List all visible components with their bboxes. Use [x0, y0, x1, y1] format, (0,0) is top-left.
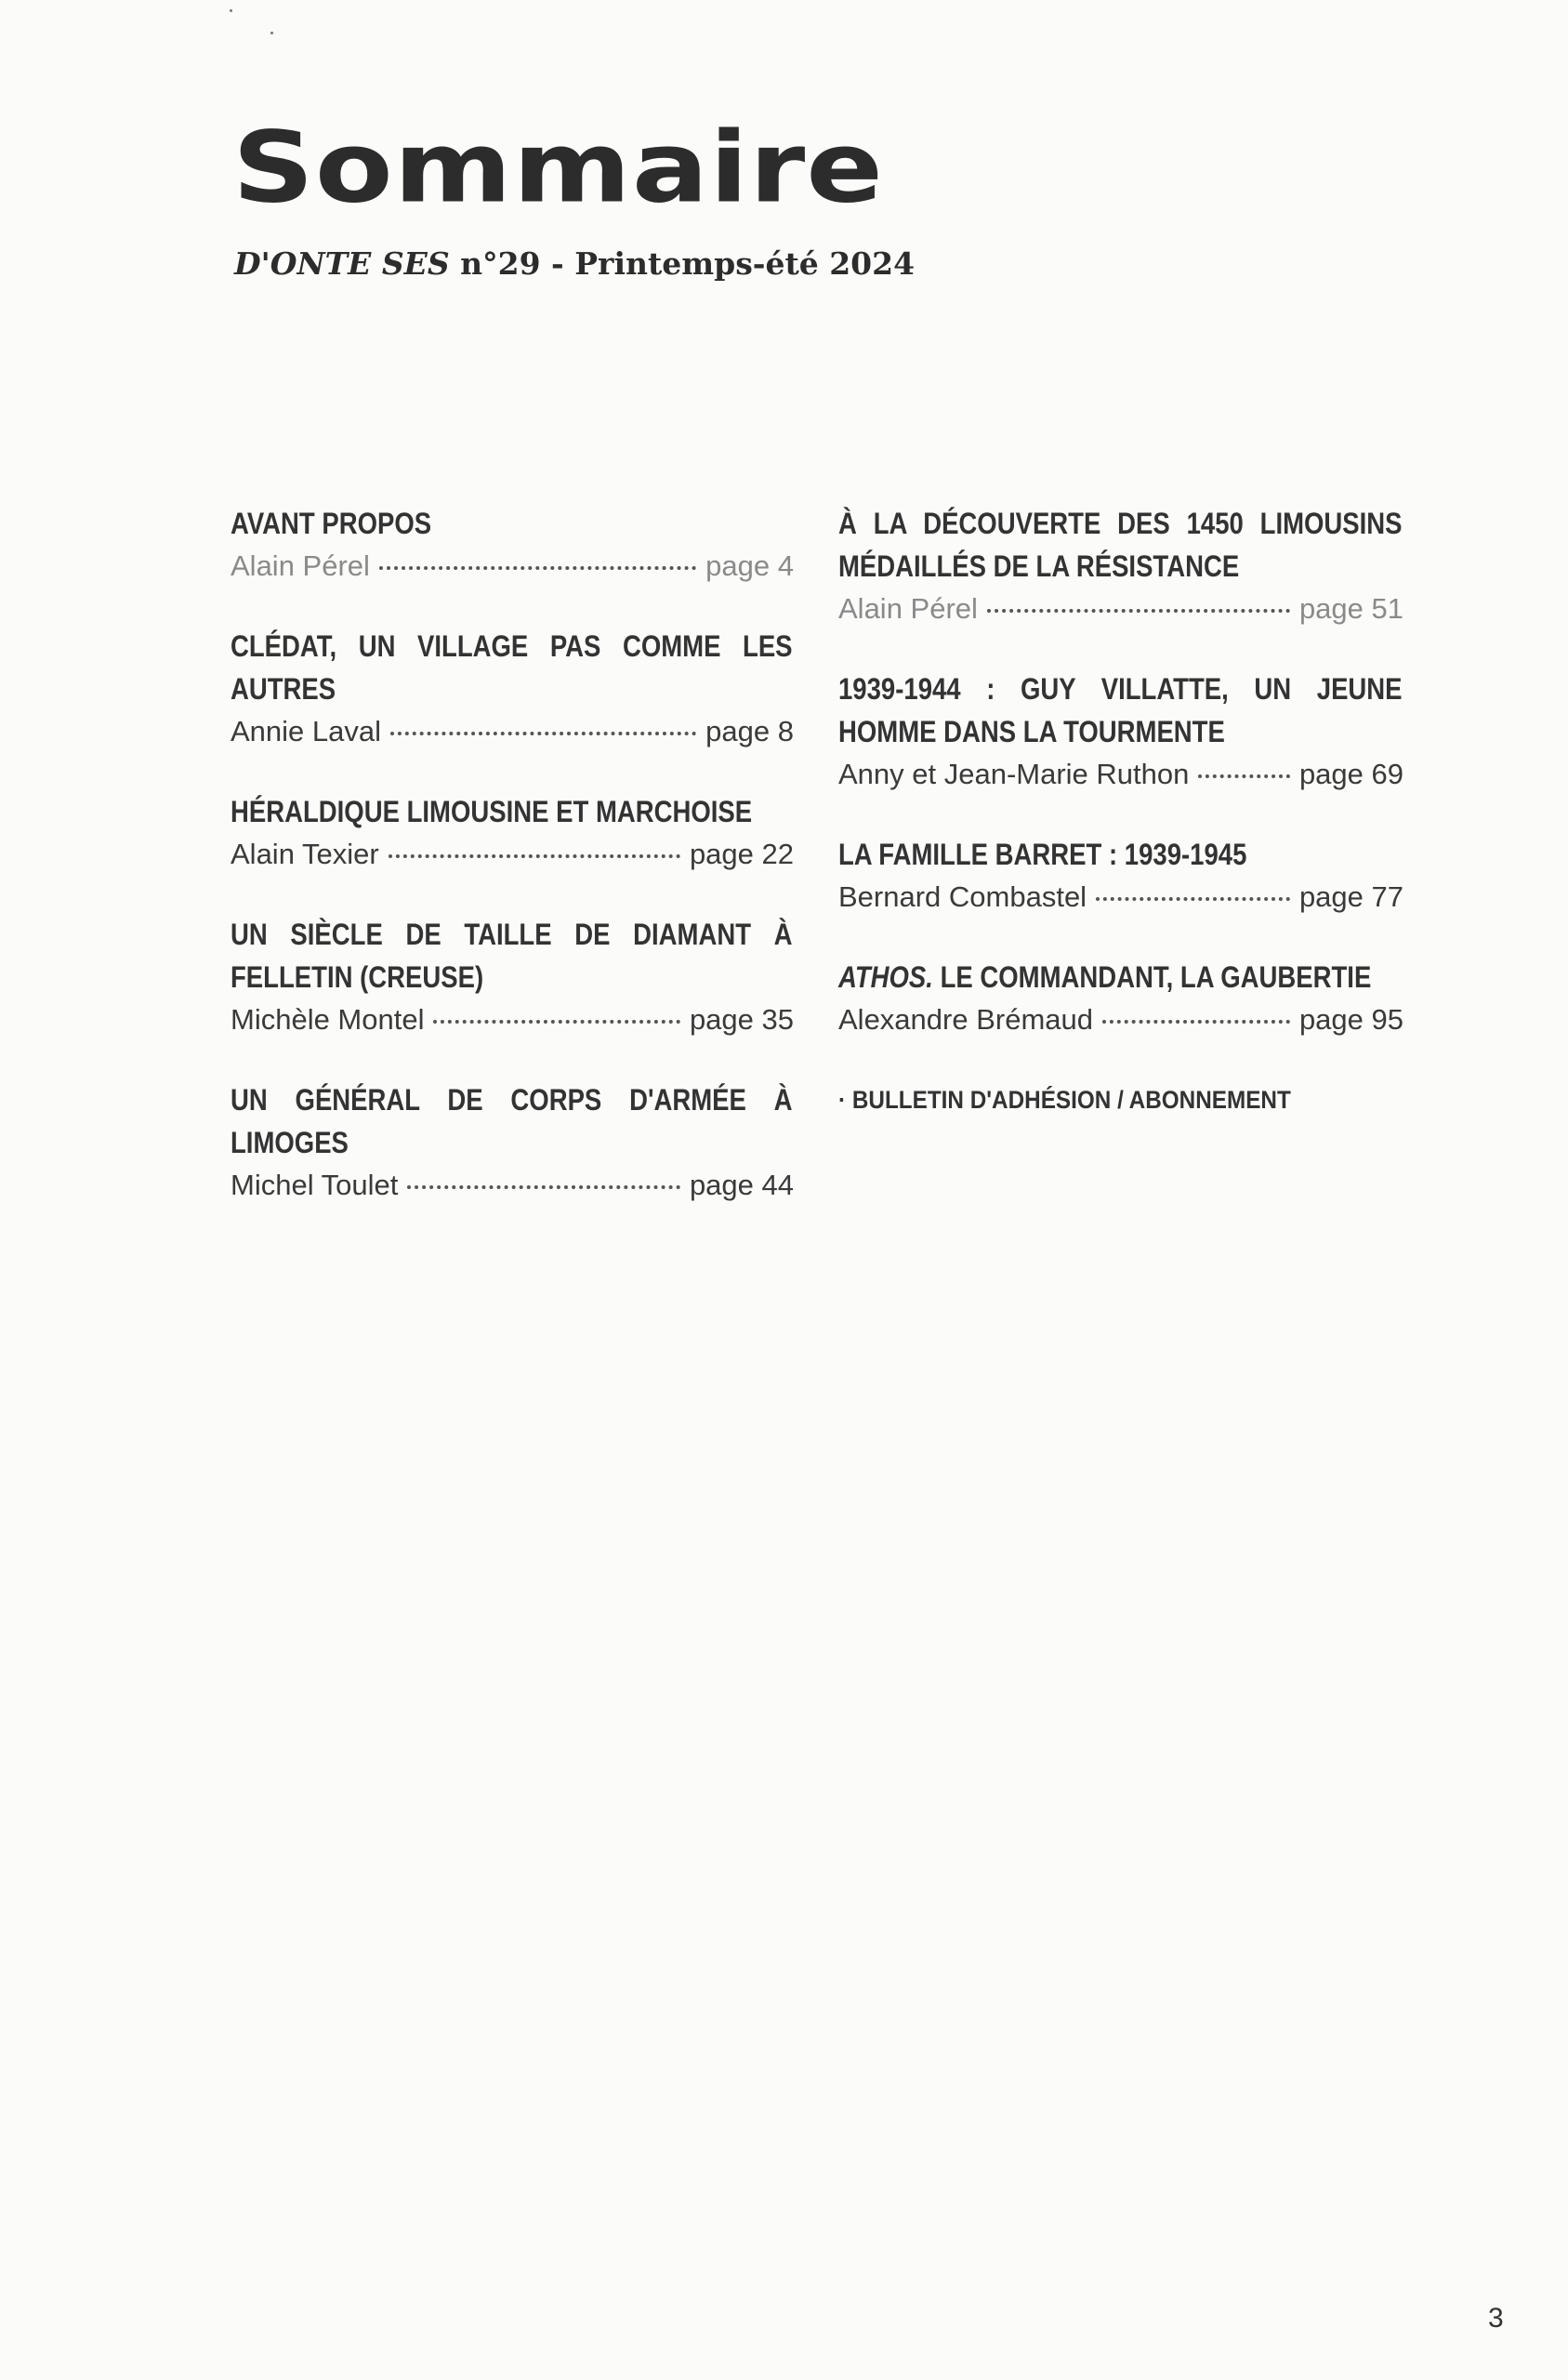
entry-title: HÉRALDIQUE LIMOUSINE ET MARCHOISE — [231, 795, 753, 828]
scan-speck — [230, 9, 232, 12]
dot-leader — [390, 732, 696, 735]
entry-title-italic: ATHOS. — [838, 960, 933, 994]
toc-entry — [838, 668, 1403, 796]
entry-line — [838, 753, 1403, 796]
toc-entry — [231, 625, 794, 753]
entry-author: Alain Texier — [231, 838, 379, 870]
issue-subtitle — [234, 245, 915, 282]
entry-page: page 8 — [705, 715, 794, 747]
toc-entry — [231, 502, 794, 588]
entry-title: LA FAMILLE BARRET : 1939-1945 — [838, 838, 1247, 871]
scan-speck — [270, 32, 273, 34]
toc-entry — [838, 833, 1403, 919]
dot-leader — [1102, 1020, 1290, 1024]
dot-leader — [1198, 774, 1290, 778]
dot-leader — [987, 609, 1290, 613]
entry-author: Alain Pérel — [231, 549, 370, 582]
entry-author: Annie Laval — [231, 715, 382, 747]
entry-title-rest: LE COMMANDANT, LA GAUBERTIE — [940, 960, 1372, 994]
issue-details: n°29 - Printemps-été 2024 — [460, 245, 916, 282]
entry-line — [231, 545, 794, 588]
entry-author: Bernard Combastel — [838, 880, 1087, 913]
entry-author: Alexandre Brémaud — [838, 1003, 1093, 1036]
toc-right-column — [838, 502, 1403, 1121]
entry-author: Anny et Jean-Marie Ruthon — [838, 758, 1190, 790]
bulletin-line: · BULLETIN D'ADHÉSION / ABONNEMENT — [838, 1086, 1291, 1114]
toc-entry — [838, 502, 1403, 630]
entry-author: Michèle Montel — [231, 1003, 425, 1036]
entry-title: AVANT PROPOS — [231, 507, 432, 540]
dot-leader — [407, 1185, 680, 1189]
entry-line — [838, 998, 1403, 1041]
dot-leader — [433, 1020, 679, 1024]
entry-line — [231, 1164, 794, 1207]
page-number: 3 — [1488, 2303, 1504, 2334]
entry-title: UN GÉNÉRAL DE CORPS D'ARMÉE À LIMOGES — [231, 1083, 793, 1159]
entry-page: page 95 — [1298, 1003, 1403, 1036]
entry-author: Michel Toulet — [231, 1169, 399, 1201]
entry-page: page 44 — [689, 1169, 794, 1201]
dot-leader — [389, 854, 680, 858]
entry-line — [838, 876, 1403, 919]
toc-entry — [838, 956, 1403, 1041]
toc-entry — [231, 1078, 794, 1207]
entry-title: 1939-1944 : GUY VILLATTE, UN JEUNE HOMME DANS LA TOURMENTE — [838, 672, 1403, 748]
toc-entry — [231, 913, 794, 1041]
dot-leader — [1096, 897, 1290, 901]
entry-line — [231, 833, 794, 876]
entry-line — [231, 998, 794, 1041]
entry-page: page 69 — [1298, 758, 1403, 790]
entry-title: À LA DÉCOUVERTE DES 1450 LIMOUSINS MÉDAILLÉS DE LA RÉSISTANCE — [838, 507, 1403, 583]
dot-leader — [379, 566, 696, 570]
magazine-name: D'ONTE SES — [234, 245, 450, 282]
entry-page: page 51 — [1298, 592, 1403, 625]
entry-page: page 35 — [689, 1003, 794, 1036]
entry-author: Alain Pérel — [838, 592, 978, 625]
toc-entry — [231, 790, 794, 876]
toc-left-column — [231, 502, 794, 1244]
entry-title — [838, 956, 1403, 998]
entry-line — [838, 588, 1403, 630]
entry-page: page 22 — [689, 838, 794, 870]
entry-title: CLÉDAT, UN VILLAGE PAS COMME LES AUTRES — [231, 629, 793, 706]
entry-page: page 77 — [1298, 880, 1403, 913]
entry-page: page 4 — [705, 549, 794, 582]
entry-title: UN SIÈCLE DE TAILLE DE DIAMANT À FELLETIN (CREUSE) — [231, 918, 793, 994]
page-title: Sommaire — [232, 111, 884, 225]
entry-line — [231, 710, 794, 753]
